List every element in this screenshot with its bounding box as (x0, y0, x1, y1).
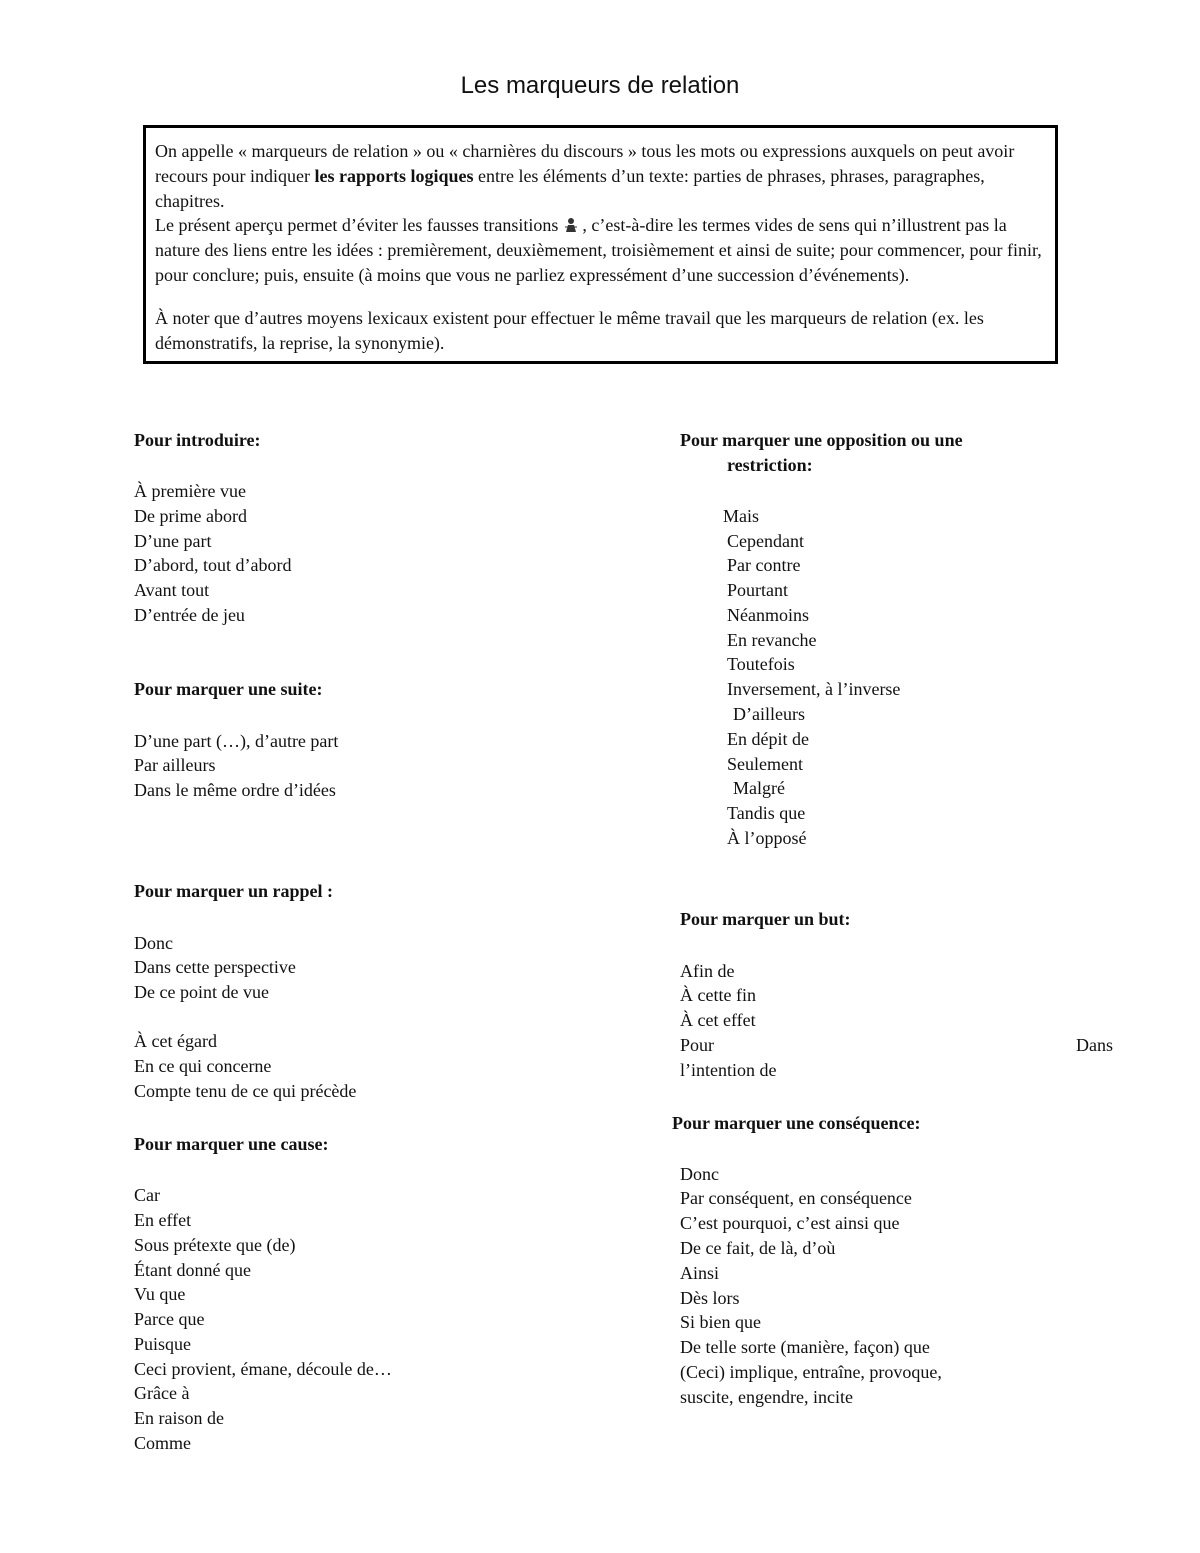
list-item: Seulement (727, 754, 803, 774)
intro-text: On appelle « marqueurs de relation » ou « charnières du discours » tous les mots ou expressions auxquels on peut avoir recours pour indiquer (155, 141, 1015, 186)
list-item: Étant donné que (134, 1260, 251, 1280)
list-item: Avant tout (134, 580, 210, 600)
list-item: l’intention de (680, 1060, 777, 1080)
list-item: Pourtant (727, 580, 788, 600)
list-item: Grâce à (134, 1383, 190, 1403)
section-title-introduire: Pour introduire: (134, 430, 261, 450)
section-title-consequence: Pour marquer une conséquence: (672, 1113, 921, 1133)
list-item: D’abord, tout d’abord (134, 555, 292, 575)
list-item: D’ailleurs (733, 704, 805, 724)
list-item: Vu que (134, 1284, 186, 1304)
list-item: À cet effet (680, 1010, 756, 1030)
list-item: À première vue (134, 481, 246, 501)
section-title-suite: Pour marquer une suite: (134, 679, 323, 699)
list-item: Dès lors (680, 1288, 740, 1308)
list-item: Toutefois (727, 654, 795, 674)
list-item: Dans cette perspective (134, 957, 296, 977)
person-icon (564, 217, 578, 233)
list-item: Afin de (680, 961, 735, 981)
list-item: (Ceci) implique, entraîne, provoque, (680, 1362, 942, 1382)
list-item: Malgré (733, 778, 785, 798)
list-item: Tandis que (727, 803, 806, 823)
list-item: Cependant (727, 531, 804, 551)
list-item: D’une part (134, 531, 212, 551)
list-item: De ce point de vue (134, 982, 269, 1002)
list-item: En effet (134, 1210, 192, 1230)
list-item: Inversement, à l’inverse (727, 679, 901, 699)
list-item: D’une part (…), d’autre part (134, 731, 339, 751)
list-item: À cette fin (680, 985, 756, 1005)
list-item: En raison de (134, 1408, 224, 1428)
list-item: Néanmoins (727, 605, 809, 625)
section-title-but: Pour marquer un but: (680, 909, 851, 929)
list-item: Dans (1076, 1035, 1113, 1055)
section-title-rappel: Pour marquer un rappel : (134, 881, 334, 901)
list-item: Par conséquent, en conséquence (680, 1188, 912, 1208)
list-item: Puisque (134, 1334, 192, 1354)
list-item: De prime abord (134, 506, 247, 526)
list-item: Car (134, 1185, 160, 1205)
intro-text-end: entre les éléments d’un texte: parties de phrases, phrases, paragraphes, chapitres. (155, 165, 985, 211)
section-title-opposition-line2: restriction: (727, 455, 813, 475)
list-item: En revanche (727, 630, 817, 650)
intro-bold-text: les rapports logiques (314, 165, 474, 186)
intro-paragraph-3: À noter que d’autres moyens lexicaux existent pour effectuer le même travail que les marqueurs de relation (ex. les démonstratifs, la reprise, la synonymie). (155, 307, 984, 353)
intro-p2-start: Le présent aperçu permet d’éviter les fausses transitions (155, 215, 559, 236)
intro-p2-end: , c’est-à-dire les termes vides de sens qui n’illustrent pas la nature des liens entre les idées : premièrement, deuxièmement, troisièmement et ainsi de suite; pour commencer, pour finir, pour conclure; puis, ensuite (à moins que vous ne parliez expressément d’une succession d’événements). (155, 215, 1042, 285)
list-item: Ceci provient, émane, découle de… (134, 1359, 392, 1379)
intro-box (143, 125, 1058, 364)
list-item: De ce fait, de là, d’où (680, 1238, 836, 1258)
intro-paragraph-1 (155, 139, 1051, 213)
list-item: Donc (680, 1164, 719, 1184)
list-item: Compte tenu de ce qui précède (134, 1081, 357, 1101)
list-item: D’entrée de jeu (134, 605, 245, 625)
list-item: Donc (134, 933, 173, 953)
page-title: Les marqueurs de relation (460, 72, 740, 99)
list-item: Par contre (727, 555, 801, 575)
list-item: Sous prétexte que (de) (134, 1235, 296, 1255)
list-item: En ce qui concerne (134, 1056, 272, 1076)
list-item: À cet égard (134, 1031, 217, 1051)
list-item: Pour (680, 1035, 715, 1055)
list-item: De telle sorte (manière, façon) que (680, 1337, 930, 1357)
list-item: Si bien que (680, 1312, 761, 1332)
section-title-cause: Pour marquer une cause: (134, 1134, 329, 1154)
list-item: suscite, engendre, incite (680, 1387, 853, 1407)
list-item: En dépit de (727, 729, 809, 749)
list-item: À l’opposé (727, 828, 807, 848)
list-item: C’est pourquoi, c’est ainsi que (680, 1213, 900, 1233)
section-title-opposition-line1: Pour marquer une opposition ou une (680, 430, 963, 450)
list-item: Mais (723, 506, 759, 526)
list-item: Ainsi (680, 1263, 720, 1283)
list-item: Parce que (134, 1309, 205, 1329)
list-item: Par ailleurs (134, 755, 216, 775)
list-item: Comme (134, 1433, 191, 1453)
intro-paragraph-2 (155, 213, 1051, 287)
list-item: Dans le même ordre d’idées (134, 780, 336, 800)
